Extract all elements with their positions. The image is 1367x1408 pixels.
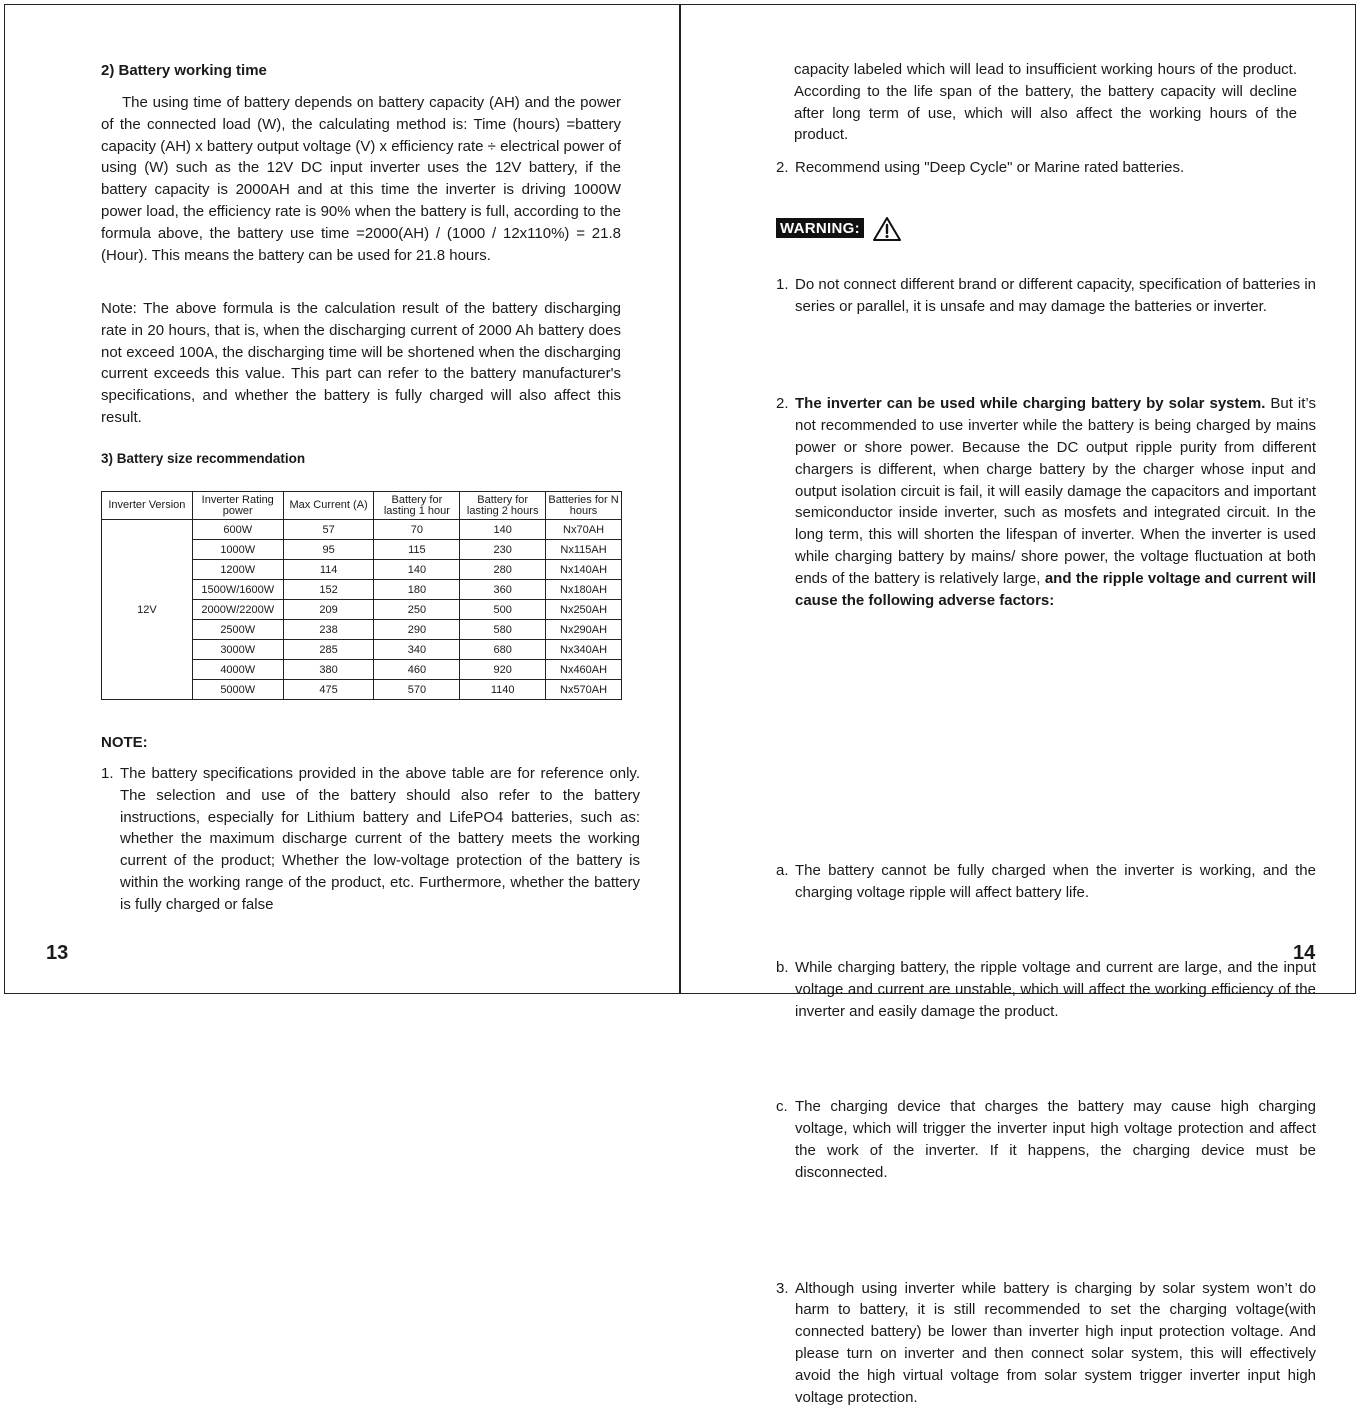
table-cell: 114 (283, 560, 374, 580)
table-cell: 360 (460, 580, 546, 600)
table-cell: 180 (374, 580, 460, 600)
item-number: 2. (776, 159, 789, 176)
section-2-title: 2) Battery working time (101, 62, 267, 79)
table-cell: 290 (374, 620, 460, 640)
table-cell: 238 (283, 620, 374, 640)
item-letter: b. (776, 958, 789, 976)
table-cell: Nx460AH (546, 660, 622, 680)
table-cell: 460 (374, 660, 460, 680)
warning-2-text (795, 393, 1316, 611)
section-3-title: 3) Battery size recommendation (101, 451, 306, 466)
table-cell: 5000W (192, 680, 283, 700)
table-cell: 230 (460, 540, 546, 560)
item-letter: c. (776, 1098, 788, 1116)
table-cell: 2500W (192, 620, 283, 640)
recommend-item-2 (776, 157, 1316, 179)
table-cell: 340 (374, 640, 460, 660)
header-battery-1-hour: Battery for lasting 1 hour (374, 492, 460, 520)
warning-b-text: While charging battery, the ripple voltage and current are large, and the input voltage and current are unstable, which will affect the working efficiency of the inverter and easily damage the product. (795, 958, 1316, 1020)
table-cell: 115 (374, 540, 460, 560)
table-cell: 570 (374, 680, 460, 700)
table-cell: Nx115AH (546, 540, 622, 560)
table-cell: 285 (283, 640, 374, 660)
table-cell: 280 (460, 560, 546, 580)
table-cell: 1140 (460, 680, 546, 700)
table-cell: 475 (283, 680, 374, 700)
table-cell: 2000W/2200W (192, 600, 283, 620)
table-cell: 1200W (192, 560, 283, 580)
note-paragraph (101, 298, 621, 429)
table-cell: 500 (460, 600, 546, 620)
table-cell: 600W (192, 520, 283, 540)
header-max-current: Max Current (A) (283, 492, 374, 520)
note-item-number: 1. (101, 765, 114, 782)
table-cell: Nx290AH (546, 620, 622, 640)
warning-triangle-icon (872, 216, 902, 242)
warning-2-bold-tail: and the ripple voltage and current will cause the following adverse factors: (795, 569, 1317, 609)
header-battery-2-hours: Battery for lasting 2 hours (460, 492, 546, 520)
warning-a-text: The battery cannot be fully charged when the inverter is working, and the charging voltage ripple will affect battery life. (795, 862, 1316, 902)
table-cell: 1000W (192, 540, 283, 560)
table-cell: Nx70AH (546, 520, 622, 540)
table-cell: 140 (460, 520, 546, 540)
table-cell: 920 (460, 660, 546, 680)
header-battery-n-hours: Batteries for N hours (546, 492, 622, 520)
header-rating-power: Inverter Rating power (192, 492, 283, 520)
item-letter: a. (776, 862, 789, 880)
note-title: NOTE: (101, 734, 148, 751)
header-inverter-version: Inverter Version (102, 492, 193, 520)
table-row (102, 520, 622, 540)
table-cell: 580 (460, 620, 546, 640)
table-cell: Nx250AH (546, 600, 622, 620)
table-cell: 95 (283, 540, 374, 560)
table-cell: 3000W (192, 640, 283, 660)
battery-size-table (101, 491, 622, 700)
right-page (776, 0, 1317, 1406)
table-cell: 57 (283, 520, 374, 540)
table-cell: 380 (283, 660, 374, 680)
table-header-row (102, 492, 622, 520)
warning-item-3 (776, 1278, 1316, 1408)
warning-c-text: The charging device that charges the battery may cause high charging voltage, which will trigger the inverter input high voltage protection and affect the work of the inverter. If it happens, the charging device must be disconnected. (795, 1098, 1316, 1181)
table-cell: 4000W (192, 660, 283, 680)
table-cell: Nx340AH (546, 640, 622, 660)
warning-1-text: Do not connect different brand or different capacity, specification of batteries in series or parallel, it is unsafe and may damage the batteries or inverter. (795, 275, 1316, 315)
warning-item-1 (776, 274, 1316, 318)
warning-item-a (776, 860, 1316, 904)
item-number: 3. (776, 1279, 789, 1297)
warning-item-2 (776, 393, 1316, 611)
warning-2-bold-lead: The inverter can be used while charging battery by solar system. (795, 395, 1266, 413)
note-item-text: The battery specifications provided in the above table are for reference only. The selection and use of the battery should also refer to the battery instructions, especially for Lithium battery and LifePO4 batteries, such as: whether the maximum discharge current of the battery meets the working current of the product; Whether the low-voltage protection of the battery is within the working range of the product, etc. Furthermore, whether the battery is fully charged or false (120, 765, 640, 913)
battery-time-paragraph (101, 92, 621, 266)
page-number-left: 13 (46, 942, 69, 964)
table-cell: 140 (374, 560, 460, 580)
warning-item-b (776, 957, 1316, 1022)
item-number: 2. (776, 395, 789, 413)
table-cell: 70 (374, 520, 460, 540)
table-cell: Nx570AH (546, 680, 622, 700)
note-formula-text: Note: The above formula is the calculation result of the battery discharging rate in 20 hours, that is, when the discharging current of 2000 Ah battery does not exceed 100A, the discharging time will be shortened when the discharging current exceeds this value. This part can refer to the battery manufacturer's specifications, and whether the battery is fully charged will also affect this result. (101, 300, 621, 426)
table-cell: Nx180AH (546, 580, 622, 600)
warning-item-c (776, 1096, 1316, 1183)
continued-paragraph (776, 59, 1297, 146)
warning-label: WARNING: (776, 218, 864, 238)
version-cell: 12V (102, 520, 193, 700)
warning-3-text: Although using inverter while battery is charging by solar system won’t do harm to battery, it is still recommended to set the charging voltage(with connected battery) be lower than inverter high input protection voltage. And please turn on inverter and then connect solar system, this will effectively avoid the high virtual voltage from solar system trigger inverter input high voltage protection. (795, 1279, 1316, 1406)
page-number-right: 14 (1293, 942, 1316, 964)
left-page (46, 0, 640, 964)
table-cell: 1500W/1600W (192, 580, 283, 600)
warning-2-body: But it’s not recommended to use inverter while the battery is being charged by mains power or shore power. Because the DC output ripple purity from different chargers is different, when charge battery by the charger whose input and output isolation circuit is fail, it will easily damage the capacitors and important semiconductor inside inverter, such as mosfets and integrated circuit. In the long term, this will shorten the lifespan of inverter. When the inverter is used while charging battery by mains/ shore power, the voltage fluctuation at both ends of the battery is relatively large, (795, 395, 1316, 587)
table-cell: 680 (460, 640, 546, 660)
table-cell: 152 (283, 580, 374, 600)
recommend-text: Recommend using "Deep Cycle" or Marine rated batteries. (795, 159, 1185, 176)
table-cell: 209 (283, 600, 374, 620)
table-cell: Nx140AH (546, 560, 622, 580)
page-spine (679, 4, 681, 994)
table-cell: 250 (374, 600, 460, 620)
note-item-1 (101, 763, 640, 916)
continued-text: capacity labeled which will lead to insufficient working hours of the product. According to the life span of the battery, the battery capacity will decline after long term of use, which will also affect the working hours of the product. (794, 61, 1297, 144)
item-number: 1. (776, 275, 789, 293)
battery-time-text: The using time of battery depends on battery capacity (AH) and the power of the connected load (W), the calculating method is: Time (hours) =battery capacity (AH) x battery output voltage (V) x efficiency rate ÷ electrical power of using (W) such as the 12V DC input inverter uses the 12V battery, if the battery capacity is 2000AH and at this time the inverter is driving 1000W power load, the efficiency rate is 90% when the battery is full, according to the formula above, the battery use time =2000(AH) / (1000 / 12x110%) = 21.8 (Hour). This means the battery can be used for 21.8 hours. (101, 94, 621, 264)
